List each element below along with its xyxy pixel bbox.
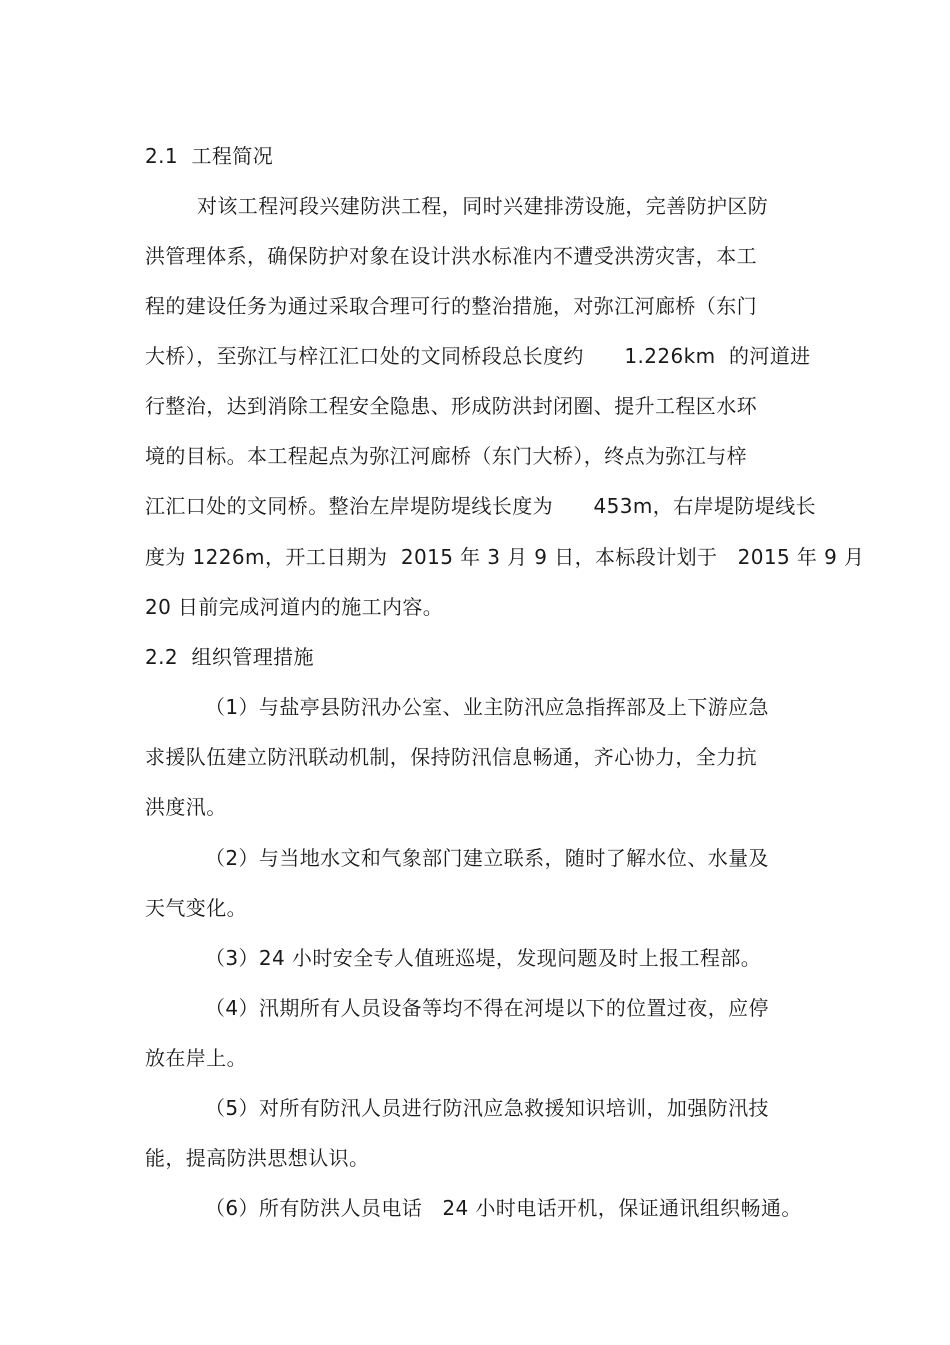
list-item-line: 能，提高防洪思想认识。 xyxy=(145,1146,370,1170)
paragraph-line: 行整治，达到消除工程安全隐患、形成防洪封闭圈、提升工程区水环 xyxy=(145,394,757,418)
paragraph-line: 江汇口处的文同桥。整治左岸堤防堤线长度为 453m，右岸堤防堤线长 xyxy=(145,494,817,518)
paragraph-line: 程的建设任务为通过采取合理可行的整治措施，对弥江河廊桥（东门 xyxy=(145,294,757,318)
section-heading-2-2: 2.2 组织管理措施 xyxy=(145,645,314,669)
paragraph-line: 度为 1226m，开工日期为 2015 年 3 月 9 日，本标段计划于 2015 年 9 月 xyxy=(145,545,865,569)
list-item-line: （6）所有防洪人员电话 24 小时电话开机，保证通讯组织畅通。 xyxy=(205,1196,802,1220)
list-item-line: （4）汛期所有人员设备等均不得在河堤以下的位置过夜，应停 xyxy=(205,996,769,1020)
list-item-line: 放在岸上。 xyxy=(145,1046,247,1070)
paragraph-line: 大桥），至弥江与梓江汇口处的文同桥段总长度约 1.226km 的河道进 xyxy=(145,344,811,368)
list-item-line: 求援队伍建立防汛联动机制，保持防汛信息畅通，齐心协力，全力抗 xyxy=(145,745,757,769)
list-item-line: 洪度汛。 xyxy=(145,795,227,819)
list-item-line: （3）24 小时安全专人值班巡堤，发现问题及时上报工程部。 xyxy=(205,946,762,970)
paragraph-line: 对该工程河段兴建防洪工程，同时兴建排涝设施，完善防护区防 xyxy=(197,194,769,218)
paragraph-line: 20 日前完成河道内的施工内容。 xyxy=(145,595,444,619)
paragraph-line: 境的目标。本工程起点为弥江河廊桥（东门大桥），终点为弥江与梓 xyxy=(145,444,747,468)
list-item-line: （2）与当地水文和气象部门建立联系，随时了解水位、水量及 xyxy=(205,846,769,870)
paragraph-line: 洪管理体系，确保防护对象在设计洪水标准内不遭受洪涝灾害，本工 xyxy=(145,244,757,268)
list-item-line: （1）与盐亭县防汛办公室、业主防汛应急指挥部及上下游应急 xyxy=(205,695,769,719)
section-heading-2-1: 2.1 工程简况 xyxy=(145,144,274,168)
list-item-line: 天气变化。 xyxy=(145,896,247,920)
list-item-line: （5）对所有防汛人员进行防汛应急救援知识培训，加强防汛技 xyxy=(205,1096,769,1120)
